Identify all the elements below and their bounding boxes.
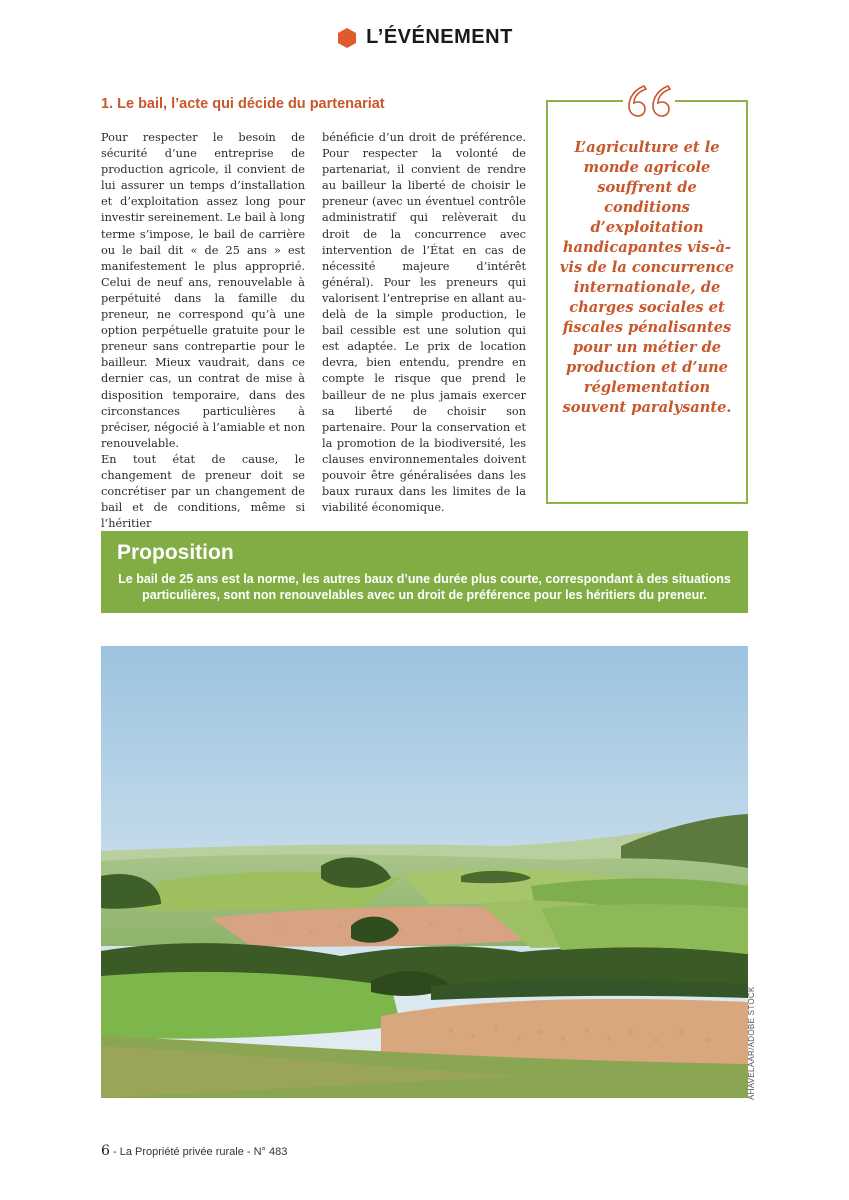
paragraph: En tout état de cause, le changement de preneur doit se concrétiser par un changement de bail et de conditions, même si l’héritier [101,452,305,531]
paragraph: bénéficie d’un droit de préférence. Pour respecter la volonté de partenariat, il convient de rendre au bailleur la liberté de choisir le preneur (avec un éventuel contrôle administratif qui relèverait du droit de la concurrence avec intervention de l’État en cas de nécessité majeure d’intérêt général). Pour les preneurs qui valorisent l’entreprise en allant au-delà de la simple production, le bail cessible est une solution qui est adaptée. Le prix de location devra, bien entendu, prendre en compte le risque que prend le bailleur de ne plus jamais exercer sa liberté de choisir son partenaire. Pour la conservation et la promotion de la biodiversité, les clauses environnementales doivent pouvoir être généralisées dans les baux ruraux dans les limites de la viabilité économique. [322,131,526,515]
section-title: 1. Le bail, l’acte qui décide du partenariat [101,96,385,112]
text-column-2 [322,130,526,516]
page-number: 6 [101,1143,110,1159]
paragraph: Pour respecter le besoin de sécurité d’une entreprise de production agricole, il convient de lui assurer un temps d’installation et d’exploitation assez long pour investir sereinement. Le bail à long terme s’impose, le bail de carrière ou le bail dit « de 25 ans » est manifestement le plus approprié. Celui de neuf ans, renouvelable à perpétuité dans la famille du preneur, ne correspond qu’à une option perpétuelle gratuite pour le preneur sans contrepartie pour le bailleur. Mieux vaudrait, dans ce dernier cas, un contrat de mise à disposition temporaire, dans des circonstances particulières à préciser, négocié à l’amiable et non renouvelable. [101,131,305,450]
proposition-banner [101,531,748,613]
quote-mark-icon [623,84,675,120]
photo-credit: AHAVELAAR/ADOBE STOCK [747,986,756,1100]
rubric-title: L’ÉVÉNEMENT [366,26,513,48]
page-header [0,26,849,53]
pull-quote-box [546,100,748,504]
proposition-text: Le bail de 25 ans est la norme, les autres baux d’une durée plus courte, correspondant à des situations particulières, sont non renouvelables avec un droit de préférence pour les héritiers du preneur. [118,572,731,602]
proposition-title: Proposition [117,541,234,564]
text-column-1 [101,130,305,532]
publication-name: - La Propriété privée rurale - N° 483 [109,1146,288,1158]
pull-quote-text: L’agriculture et le monde agricole souffrent de conditions d’exploitation handicapantes vis-à-vis de la concurrence internationale, de charges sociales et fiscales pénalisantes pour un métier de production et d’une réglementation souvent paralysante. [559,139,735,416]
page-footer [101,1143,287,1159]
hexagon-icon [336,27,358,49]
landscape-photo [101,646,748,1098]
